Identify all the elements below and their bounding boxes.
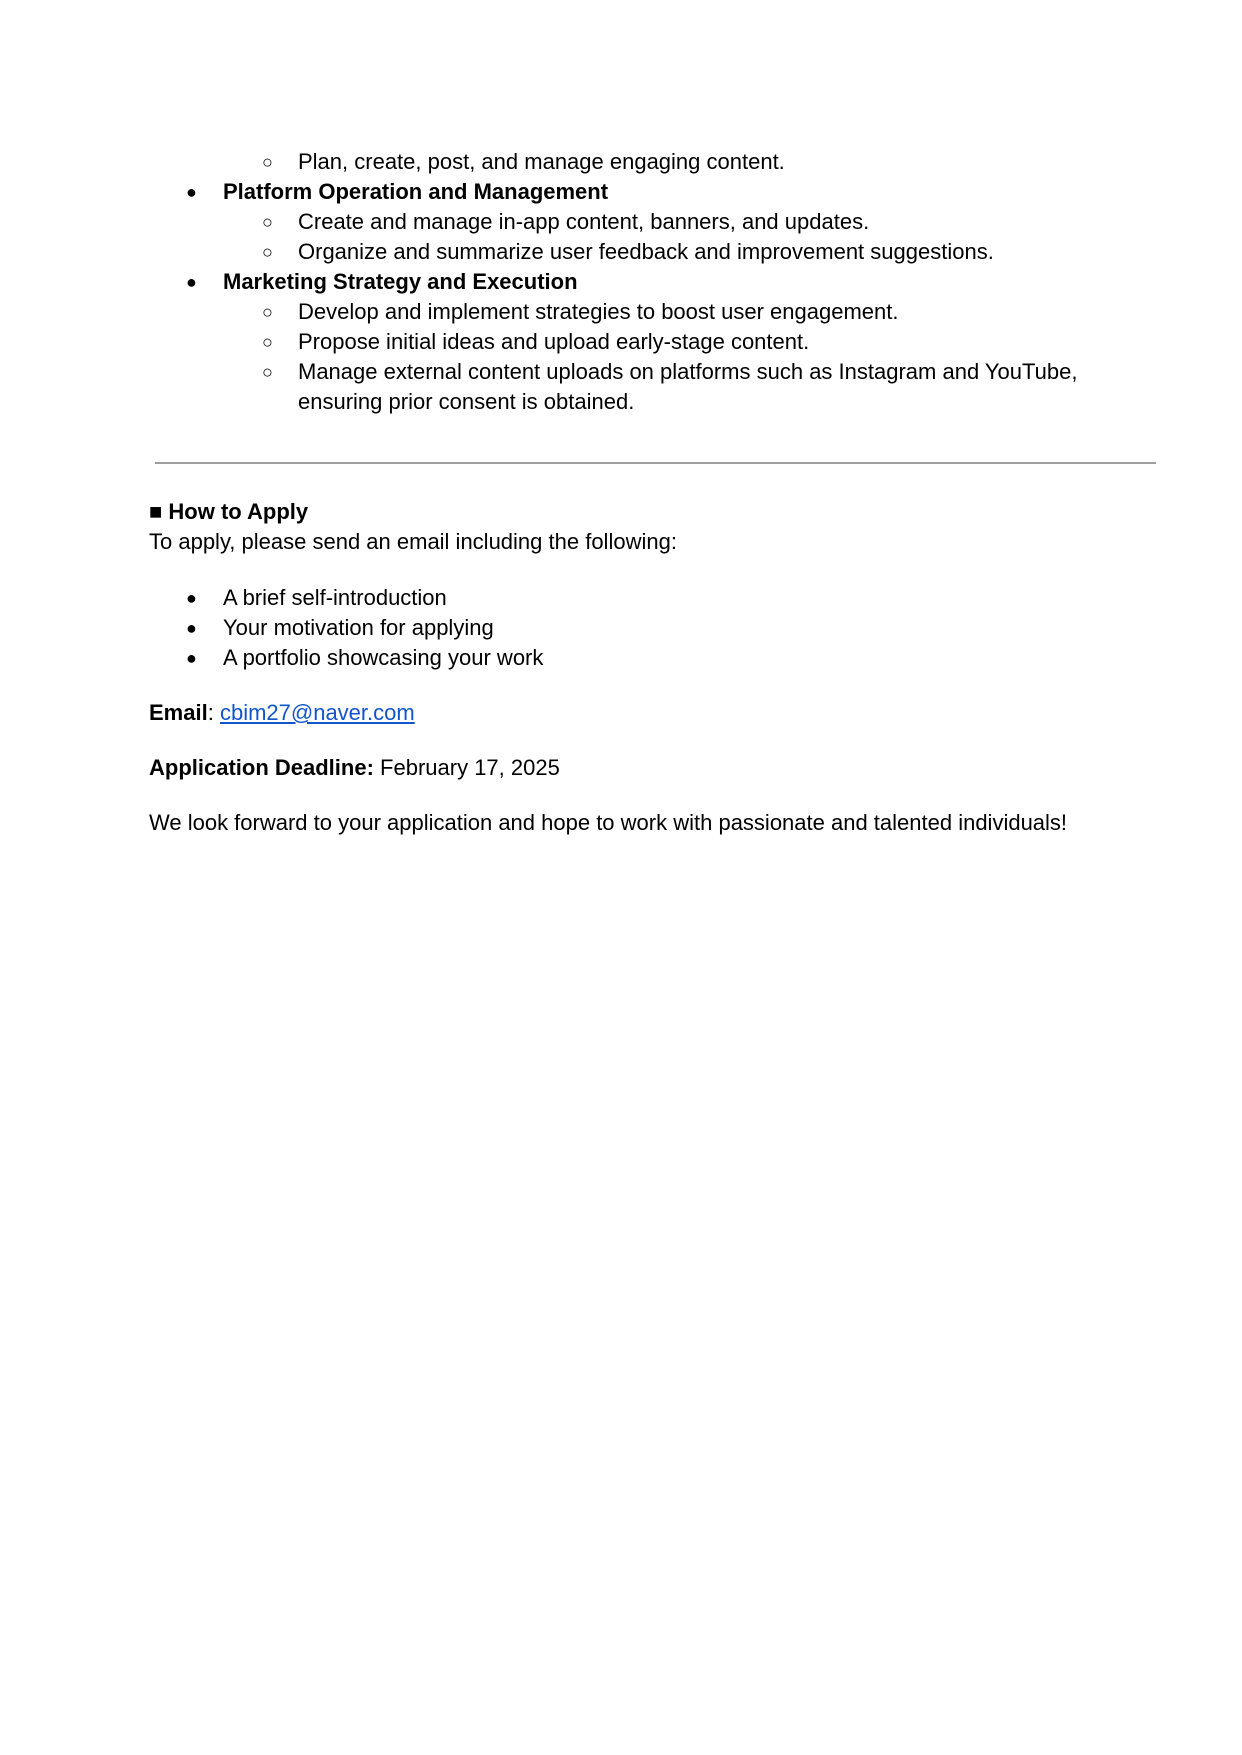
list-item: A portfolio showcasing your work [223,645,544,670]
list-item: Create and manage in-app content, banners, and updates. [298,209,870,234]
email-line [149,698,415,728]
email-label: Email [149,700,208,725]
deadline-value: February 17, 2025 [380,755,560,780]
list-item: Manage external content uploads on platforms such as Instagram and YouTube, [298,359,1078,384]
bullet-icon: ● [186,182,197,202]
list-item: Propose initial ideas and upload early-stage content. [298,329,810,354]
bullet-icon: ● [186,618,197,638]
section-heading-how-to-apply: ■ How to Apply [149,499,309,524]
deadline-label: Application Deadline: [149,755,374,780]
sub-bullet-icon: ○ [262,212,273,232]
sub-bullet-icon: ○ [262,302,273,322]
list-item: Organize and summarize user feedback and improvement suggestions. [298,239,994,264]
email-link[interactable]: cbim27@naver.com [219,700,415,725]
deadline-line [149,753,560,783]
closing-text: We look forward to your application and hope to work with passionate and talented individuals! [149,810,1068,835]
sub-bullet-icon: ○ [262,332,273,352]
section-heading-marketing-strategy: Marketing Strategy and Execution [223,269,578,294]
sub-bullet-icon: ○ [262,242,273,262]
bullet-icon: ● [186,272,197,292]
section-heading-platform-operation: Platform Operation and Management [223,179,609,204]
sub-bullet-icon: ○ [262,362,273,382]
bullet-icon: ● [186,648,197,668]
apply-intro: To apply, please send an email including the following: [149,529,677,554]
sub-bullet-icon: ○ [262,152,273,172]
email-separator: : [207,700,214,725]
bullet-icon: ● [186,588,197,608]
list-item: A brief self-introduction [223,585,447,610]
horizontal-rule [155,462,1156,464]
list-item: Your motivation for applying [223,615,494,640]
list-item-continuation: ensuring prior consent is obtained. [298,389,635,414]
list-item: Plan, create, post, and manage engaging content. [298,149,785,174]
list-item: Develop and implement strategies to boost user engagement. [298,299,899,324]
